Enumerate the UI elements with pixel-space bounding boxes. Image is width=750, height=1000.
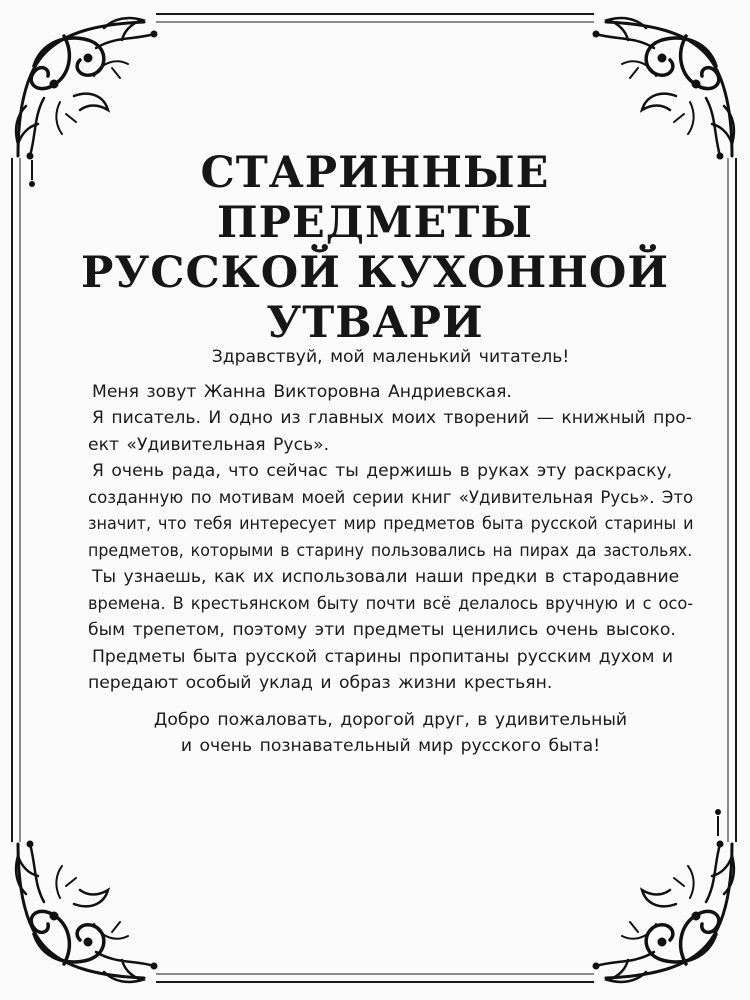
text-line: ект «Удивительная Русь». (88, 434, 330, 455)
text-line: значит, что тебя интересует мир предметов быта русской старины и (88, 514, 694, 534)
closing-line: и очень познавательный мир русского быта! (180, 736, 601, 756)
text-line: передают особый уклад и образ жизни крестьян. (88, 673, 553, 693)
intro-text (88, 344, 693, 760)
closing-line: Добро пожаловать, дорогой друг, в удивительный (153, 709, 628, 730)
page-title (60, 148, 690, 348)
text-line: Я очень рада, что сейчас ты держишь в руках эту раскраску, (92, 461, 673, 481)
text-line: Я писатель. И одно из главных моих творений — книжный про- (92, 408, 692, 428)
title-line: УТВАРИ (266, 298, 484, 348)
text-line: предметов, которыми в старину пользовались на пирах да застольях. (88, 540, 693, 561)
text-line: бым трепетом, поэтому эти предметы ценились очень высоко. (88, 620, 676, 640)
text-line: Предметы быта русской старины пропитаны русским духом и (92, 646, 674, 667)
closing (88, 707, 693, 760)
title-line: РУССКОЙ КУХОННОЙ (80, 248, 670, 298)
greeting: Здравствуй, мой маленький читатель! (211, 347, 570, 367)
text-line: времена. В крестьянском быту почти всё делалось вручную и с осо- (88, 593, 694, 614)
text-line: Меня зовут Жанна Викторовна Андриевская. (92, 381, 512, 402)
text-line: Ты узнаешь, как их использовали наши предки в стародавние (92, 567, 680, 587)
title-line: СТАРИННЫЕ ПРЕДМЕТЫ (200, 148, 550, 248)
text-line: созданную по мотивам моей серии книг «Удивительная Русь». Это (88, 487, 694, 508)
